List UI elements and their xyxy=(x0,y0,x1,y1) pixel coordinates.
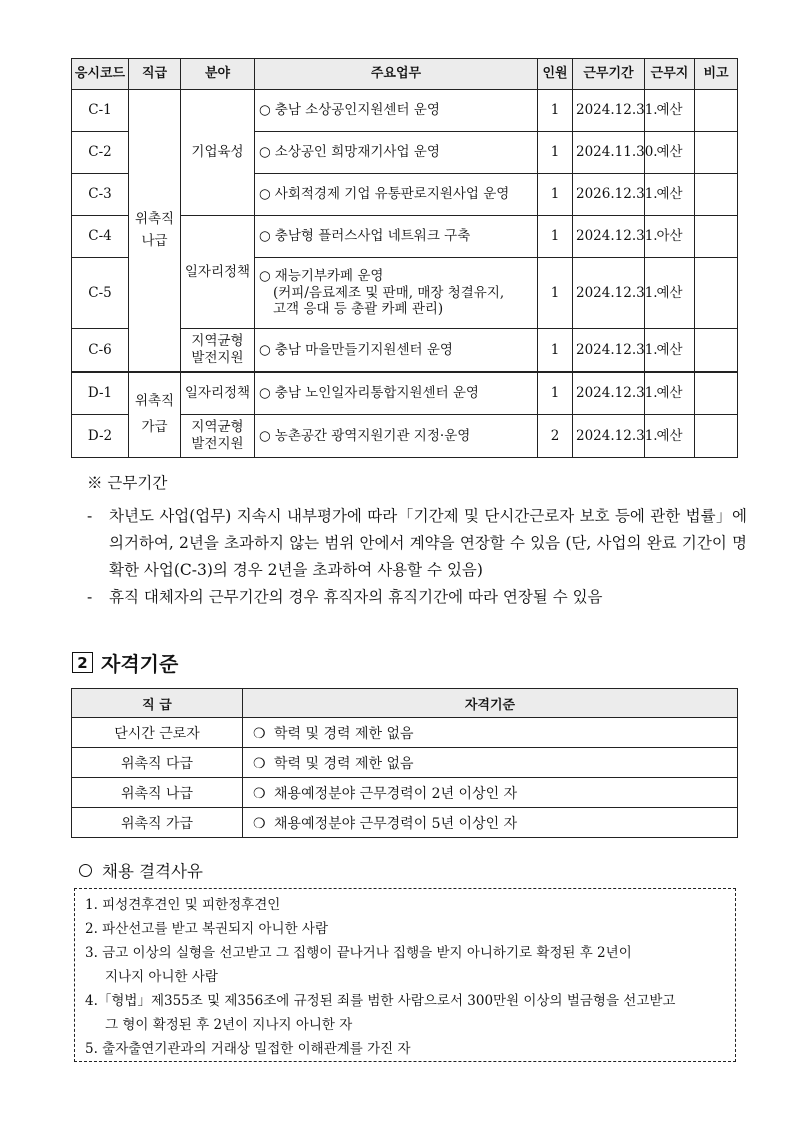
period-cell: 2024.11.30. xyxy=(573,132,645,174)
count-cell: 1 xyxy=(538,174,573,216)
qualification-table xyxy=(71,688,738,838)
circle-bullet-icon xyxy=(79,864,92,877)
task-cell: ○ 재능기부카페 운영 (커피/음료제조 및 판매, 매장 청결유지, 고객 응대 등 총괄 카페 관리) xyxy=(255,258,538,329)
task-cell: ○ 충남 노인일자리통합지원센터 운영 xyxy=(255,372,538,415)
grade-cell: 위촉직 가급 xyxy=(72,808,243,838)
table-row xyxy=(72,808,738,838)
location-cell: 예산 xyxy=(645,329,695,373)
header-criteria: 자격기준 xyxy=(243,689,738,718)
bullet-icon: ○ xyxy=(259,186,271,203)
section-title-text: 자격기준 xyxy=(101,652,179,676)
bullet-icon: ○ xyxy=(259,228,271,245)
disqualification-box xyxy=(74,888,736,1062)
table-row xyxy=(72,90,738,132)
location-cell: 아산 xyxy=(645,216,695,258)
task-cell: ○ 충남 마을만들기지원센터 운영 xyxy=(255,329,538,373)
count-cell: 1 xyxy=(538,90,573,132)
bullet-icon: ○ xyxy=(259,341,271,358)
count-cell: 1 xyxy=(538,372,573,415)
count-cell: 1 xyxy=(538,258,573,329)
criteria-cell: ❍ 채용예정분야 근무경력이 5년 이상인 자 xyxy=(243,808,738,838)
location-cell: 예산 xyxy=(645,174,695,216)
grade-cell: 위촉직 다급 xyxy=(72,748,243,778)
header-task: 주요업무 xyxy=(255,59,538,90)
disqualification-item: 2. 파산선고를 받고 복권되지 아니한 사람 xyxy=(85,921,328,937)
note-cell xyxy=(695,216,738,258)
bullet-icon: ❍ xyxy=(253,725,266,742)
table-row xyxy=(72,748,738,778)
bullet-icon: ○ xyxy=(259,385,271,402)
table-row xyxy=(72,718,738,748)
bullet-icon: ○ xyxy=(259,144,271,161)
header-field: 분야 xyxy=(181,59,255,90)
location-cell: 예산 xyxy=(645,132,695,174)
note-cell xyxy=(695,90,738,132)
count-cell: 2 xyxy=(538,415,573,458)
location-cell: 예산 xyxy=(645,90,695,132)
period-cell: 2026.12.31. xyxy=(573,174,645,216)
field-cell-job: 일자리정책 xyxy=(181,372,255,415)
table-row xyxy=(72,778,738,808)
grade-cell-na: 위촉직 나급 xyxy=(129,90,181,373)
criteria-cell: ❍ 학력 및 경력 제한 없음 xyxy=(243,718,738,748)
header-location: 근무지 xyxy=(645,59,695,90)
disqualification-item: 3. 금고 이상의 실형을 선고받고 그 집행이 끝나거나 집행을 받지 아니하기로 확정된 후 2년이 xyxy=(85,945,632,961)
header-grade: 직급 xyxy=(129,59,181,90)
location-cell: 예산 xyxy=(645,415,695,458)
period-cell: 2024.12.31. xyxy=(573,415,645,458)
task-cell: ○ 소상공인 희망재기사업 운영 xyxy=(255,132,538,174)
disqualification-item: 4.「형법」제355조 및 제356조에 규정된 죄를 범한 사람으로서 300만원 이상의 벌금형을 선고받고 xyxy=(85,993,676,1009)
task-cell: ○ 농촌공간 광역지원기관 지정·운영 xyxy=(255,415,538,458)
code-cell: C-4 xyxy=(72,216,129,258)
field-cell-regional: 지역균형 발전지원 xyxy=(181,329,255,373)
code-cell: C-2 xyxy=(72,132,129,174)
code-cell: D-2 xyxy=(72,415,129,458)
period-cell: 2024.12.31. xyxy=(573,90,645,132)
code-cell: C-6 xyxy=(72,329,129,373)
grade-cell: 단시간 근로자 xyxy=(72,718,243,748)
disqualification-item-cont: 지나지 아니한 사람 xyxy=(105,969,218,985)
bullet-icon: ❍ xyxy=(253,785,266,802)
count-cell: 1 xyxy=(538,329,573,373)
header-period: 근무기간 xyxy=(573,59,645,90)
disqualification-title: 채용 결격사유 xyxy=(102,862,203,881)
period-cell: 2024.12.31. xyxy=(573,372,645,415)
location-cell: 예산 xyxy=(645,258,695,329)
table-header-row xyxy=(72,689,738,718)
disqualification-item: 5. 출자출연기관과의 거래상 밀접한 이해관계를 가진 자 xyxy=(85,1041,411,1057)
disqualification-heading xyxy=(79,858,203,882)
task-detail-line: (커피/음료제조 및 판매, 매장 청결유지, xyxy=(273,284,505,301)
period-cell: 2024.12.31. xyxy=(573,329,645,373)
dash-bullet: - xyxy=(87,588,93,606)
note-cell xyxy=(695,132,738,174)
bullet-icon: ○ xyxy=(259,267,271,284)
code-cell: C-1 xyxy=(72,90,129,132)
grade-cell-ga: 위촉직 가급 xyxy=(129,372,181,458)
code-cell: C-3 xyxy=(72,174,129,216)
notes-heading: ※ 근무기간 xyxy=(87,474,168,492)
header-grade: 직 급 xyxy=(72,689,243,718)
work-period-notes xyxy=(87,470,747,611)
disqualification-item-cont: 그 형이 확정된 후 2년이 지나지 아니한 자 xyxy=(105,1017,353,1033)
header-code: 응시코드 xyxy=(72,59,129,90)
recruitment-table xyxy=(71,58,738,458)
criteria-cell: ❍ 채용예정분야 근무경력이 2년 이상인 자 xyxy=(243,778,738,808)
task-cell: ○ 충남 소상공인지원센터 운영 xyxy=(255,90,538,132)
bullet-icon: ○ xyxy=(259,427,271,444)
task-cell: ○ 충남형 플러스사업 네트워크 구축 xyxy=(255,216,538,258)
note-item xyxy=(87,503,747,584)
code-cell: D-1 xyxy=(72,372,129,415)
section-number-box: 2 xyxy=(72,652,93,673)
count-cell: 1 xyxy=(538,132,573,174)
task-detail-line: 고객 응대 등 총괄 카페 관리) xyxy=(273,301,444,318)
section-title xyxy=(72,648,178,677)
bullet-icon: ❍ xyxy=(253,755,266,772)
bullet-icon: ○ xyxy=(259,102,271,119)
header-note: 비고 xyxy=(695,59,738,90)
note-cell xyxy=(695,174,738,216)
task-cell: ○ 사회적경제 기업 유통판로지원사업 운영 xyxy=(255,174,538,216)
field-cell-biz: 기업육성 xyxy=(181,90,255,216)
field-cell-job: 일자리정책 xyxy=(181,216,255,329)
grade-cell: 위촉직 나급 xyxy=(72,778,243,808)
dash-bullet: - xyxy=(87,507,93,525)
period-cell: 2024.12.31. xyxy=(573,258,645,329)
note-cell xyxy=(695,372,738,415)
table-row xyxy=(72,372,738,415)
note-cell xyxy=(695,258,738,329)
header-count: 인원 xyxy=(538,59,573,90)
count-cell: 1 xyxy=(538,216,573,258)
note-item xyxy=(87,584,747,611)
note-cell xyxy=(695,415,738,458)
field-cell-regional: 지역균형 발전지원 xyxy=(181,415,255,458)
criteria-cell: ❍ 학력 및 경력 제한 없음 xyxy=(243,748,738,778)
bullet-icon: ❍ xyxy=(253,815,266,832)
period-cell: 2024.12.31. xyxy=(573,216,645,258)
note-text: 휴직 대체자의 근무기간의 경우 휴직자의 휴직기간에 따라 연장될 수 있음 xyxy=(109,588,603,606)
code-cell: C-5 xyxy=(72,258,129,329)
note-cell xyxy=(695,329,738,373)
note-text: 차년도 사업(업무) 지속시 내부평가에 따라「기간제 및 단시간근로자 보호 등에 관한 법률」에 의거하여, 2년을 초과하지 않는 범위 안에서 계약을 연장할 수 있음 (단, 사업의 완료 기간이 명확한 사업(C-3)의 경우 2년을 초과하여 사용할 수 있음) xyxy=(109,507,747,579)
location-cell: 예산 xyxy=(645,372,695,415)
table-header-row xyxy=(72,59,738,90)
disqualification-item: 1. 피성견후견인 및 피한정후견인 xyxy=(85,897,281,913)
